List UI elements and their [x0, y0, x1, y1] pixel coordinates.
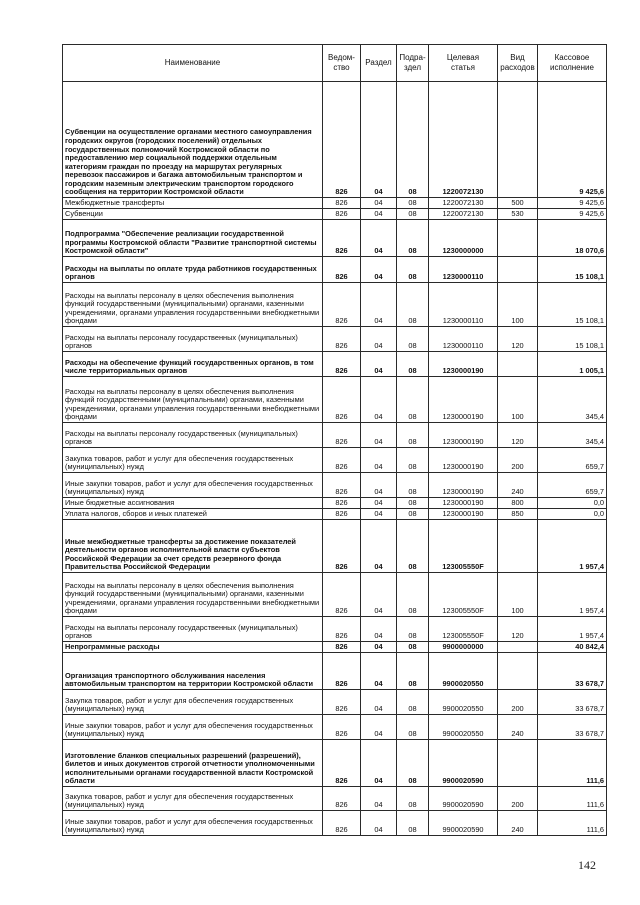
- table-row: [63, 220, 607, 257]
- cell-target: 9900020590: [429, 740, 498, 787]
- cell-target: 1230000190: [429, 352, 498, 377]
- header-target: Целевая статья: [429, 45, 498, 82]
- cell-target: 9900020590: [429, 787, 498, 811]
- cell-cash: 0,0: [538, 509, 607, 520]
- table-row: [63, 520, 607, 573]
- cell-subsection: 08: [397, 573, 429, 617]
- header-dept: Ведом- ство: [323, 45, 361, 82]
- cell-name: Субвенции: [63, 209, 323, 220]
- page-number: 142: [578, 858, 596, 872]
- cell-target: 1220072130: [429, 209, 498, 220]
- cell-target: 9900020590: [429, 811, 498, 836]
- cell-dept: 826: [323, 740, 361, 787]
- cell-type: 100: [498, 377, 538, 423]
- cell-name: Расходы на выплаты персоналу государственных (муниципальных) органов: [63, 423, 323, 448]
- cell-section: 04: [361, 811, 397, 836]
- cell-subsection: 08: [397, 423, 429, 448]
- cell-section: 04: [361, 283, 397, 327]
- cell-subsection: 08: [397, 509, 429, 520]
- cell-name: Иные закупки товаров, работ и услуг для обеспечения государственных (муниципальных) нужд: [63, 811, 323, 836]
- cell-name: Закупка товаров, работ и услуг для обеспечения государственных (муниципальных) нужд: [63, 787, 323, 811]
- cell-dept: 826: [323, 198, 361, 209]
- cell-dept: 826: [323, 257, 361, 283]
- cell-type: 200: [498, 690, 538, 715]
- cell-subsection: 08: [397, 327, 429, 352]
- cell-cash: 1 957,4: [538, 617, 607, 642]
- cell-cash: 9 425,6: [538, 82, 607, 198]
- cell-subsection: 08: [397, 82, 429, 198]
- table-row: [63, 787, 607, 811]
- cell-dept: 826: [323, 520, 361, 573]
- cell-subsection: 08: [397, 811, 429, 836]
- table-row: [63, 257, 607, 283]
- cell-name: Организация транспортного обслуживания населения автомобильным транспортом на территории Костромской области: [63, 653, 323, 690]
- cell-dept: 826: [323, 209, 361, 220]
- cell-dept: 826: [323, 690, 361, 715]
- cell-name: Закупка товаров, работ и услуг для обеспечения государственных (муниципальных) нужд: [63, 448, 323, 473]
- cell-name: Расходы на выплаты персоналу государственных (муниципальных) органов: [63, 327, 323, 352]
- cell-name: Субвенции на осуществление органами местного самоуправления городских округов (городских поселений) отдельных государственных полномочий Костромской области по предоставлению мер социальной поддержки отдельным категориям граждан по проезду на маршрутах регулярных перевозок пассажиров и багажа автомобильным транспортом и городским наземным электрическим транспортом городского сообщения на территории Костромской области: [63, 82, 323, 198]
- table-row: [63, 740, 607, 787]
- table-row: [63, 715, 607, 740]
- cell-cash: 111,6: [538, 811, 607, 836]
- cell-target: 1230000190: [429, 473, 498, 498]
- cell-target: 123005550F: [429, 520, 498, 573]
- cell-cash: 0,0: [538, 498, 607, 509]
- cell-subsection: 08: [397, 520, 429, 573]
- cell-type: [498, 352, 538, 377]
- cell-dept: 826: [323, 473, 361, 498]
- cell-section: 04: [361, 617, 397, 642]
- cell-name: Непрограммные расходы: [63, 642, 323, 653]
- cell-section: 04: [361, 573, 397, 617]
- cell-dept: 826: [323, 509, 361, 520]
- cell-dept: 826: [323, 498, 361, 509]
- cell-subsection: 08: [397, 642, 429, 653]
- cell-name: Иные межбюджетные трансферты за достижение показателей деятельности органов исполнительной власти субъектов Российской Федерации за счет средств резервного фонда Правительства Российской Федерации: [63, 520, 323, 573]
- cell-type: 200: [498, 448, 538, 473]
- cell-cash: 9 425,6: [538, 198, 607, 209]
- cell-name: Изготовление бланков специальных разрешений (разрешений), билетов и иных документов строгой отчетности уполномоченными исполнительными органами государственной власти Костромской области: [63, 740, 323, 787]
- table-row: [63, 82, 607, 198]
- table-row: [63, 509, 607, 520]
- budget-execution-table: [62, 44, 607, 836]
- cell-section: 04: [361, 352, 397, 377]
- cell-target: 123005550F: [429, 573, 498, 617]
- cell-subsection: 08: [397, 198, 429, 209]
- cell-section: 04: [361, 448, 397, 473]
- cell-section: 04: [361, 220, 397, 257]
- cell-dept: 826: [323, 787, 361, 811]
- cell-dept: 826: [323, 573, 361, 617]
- cell-section: 04: [361, 423, 397, 448]
- cell-type: 240: [498, 473, 538, 498]
- cell-cash: 33 678,7: [538, 690, 607, 715]
- cell-type: [498, 740, 538, 787]
- table-row: [63, 617, 607, 642]
- cell-cash: 1 957,4: [538, 573, 607, 617]
- cell-name: Уплата налогов, сборов и иных платежей: [63, 509, 323, 520]
- cell-type: 100: [498, 573, 538, 617]
- header-subsection: Подра- здел: [397, 45, 429, 82]
- table-row: [63, 811, 607, 836]
- cell-cash: 111,6: [538, 787, 607, 811]
- cell-section: 04: [361, 209, 397, 220]
- cell-cash: 111,6: [538, 740, 607, 787]
- cell-name: Расходы на выплаты персоналу в целях обеспечения выполнения функций государственными (муниципальными) органами, казенными учреждениями, органами управления государственными внебюджетными фондами: [63, 283, 323, 327]
- cell-type: [498, 82, 538, 198]
- header-section: Раздел: [361, 45, 397, 82]
- cell-dept: 826: [323, 220, 361, 257]
- cell-dept: 826: [323, 448, 361, 473]
- table-row: [63, 642, 607, 653]
- cell-subsection: 08: [397, 209, 429, 220]
- cell-target: 9900020550: [429, 653, 498, 690]
- cell-cash: 15 108,1: [538, 257, 607, 283]
- cell-type: 120: [498, 423, 538, 448]
- cell-cash: 345,4: [538, 423, 607, 448]
- cell-dept: 826: [323, 283, 361, 327]
- cell-name: Иные закупки товаров, работ и услуг для обеспечения государственных (муниципальных) нужд: [63, 715, 323, 740]
- cell-target: 1220072130: [429, 198, 498, 209]
- cell-cash: 9 425,6: [538, 209, 607, 220]
- cell-target: 1230000190: [429, 498, 498, 509]
- table-row: [63, 690, 607, 715]
- table-row: [63, 573, 607, 617]
- table-row: [63, 283, 607, 327]
- cell-target: 1230000190: [429, 448, 498, 473]
- cell-section: 04: [361, 82, 397, 198]
- cell-cash: 33 678,7: [538, 653, 607, 690]
- cell-type: [498, 642, 538, 653]
- cell-cash: 33 678,7: [538, 715, 607, 740]
- cell-type: 200: [498, 787, 538, 811]
- cell-cash: 1 005,1: [538, 352, 607, 377]
- cell-target: 1230000110: [429, 257, 498, 283]
- cell-subsection: 08: [397, 220, 429, 257]
- cell-section: 04: [361, 520, 397, 573]
- table-row: [63, 327, 607, 352]
- table-row: [63, 448, 607, 473]
- table-row: [63, 198, 607, 209]
- cell-name: Расходы на выплаты персоналу в целях обеспечения выполнения функций государственными (муниципальными) органами, казенными учреждениями, органами управления государственными внебюджетными фондами: [63, 573, 323, 617]
- cell-type: 240: [498, 811, 538, 836]
- cell-section: 04: [361, 715, 397, 740]
- cell-target: 9900020550: [429, 715, 498, 740]
- cell-subsection: 08: [397, 787, 429, 811]
- cell-dept: 826: [323, 617, 361, 642]
- cell-section: 04: [361, 327, 397, 352]
- header-type: Вид расходов: [498, 45, 538, 82]
- cell-dept: 826: [323, 377, 361, 423]
- cell-dept: 826: [323, 423, 361, 448]
- cell-section: 04: [361, 473, 397, 498]
- cell-section: 04: [361, 690, 397, 715]
- table-row: [63, 423, 607, 448]
- cell-subsection: 08: [397, 473, 429, 498]
- cell-target: 9900000000: [429, 642, 498, 653]
- table-row: [63, 209, 607, 220]
- table-row: [63, 498, 607, 509]
- cell-type: 850: [498, 509, 538, 520]
- cell-type: 120: [498, 617, 538, 642]
- cell-section: 04: [361, 642, 397, 653]
- cell-subsection: 08: [397, 715, 429, 740]
- cell-target: 1230000000: [429, 220, 498, 257]
- cell-target: 1230000190: [429, 509, 498, 520]
- cell-type: 120: [498, 327, 538, 352]
- cell-dept: 826: [323, 82, 361, 198]
- cell-section: 04: [361, 653, 397, 690]
- cell-type: 500: [498, 198, 538, 209]
- cell-name: Подпрограмма "Обеспечение реализации государственной программы Костромской области "Развитие транспортной системы Костромской области": [63, 220, 323, 257]
- header-name: Наименование: [63, 45, 323, 82]
- cell-subsection: 08: [397, 352, 429, 377]
- table-row: [63, 377, 607, 423]
- cell-type: [498, 653, 538, 690]
- cell-type: [498, 257, 538, 283]
- cell-type: 530: [498, 209, 538, 220]
- cell-type: [498, 220, 538, 257]
- table-body: [63, 82, 607, 836]
- cell-dept: 826: [323, 811, 361, 836]
- cell-section: 04: [361, 377, 397, 423]
- cell-cash: 15 108,1: [538, 327, 607, 352]
- cell-subsection: 08: [397, 257, 429, 283]
- cell-name: Иные закупки товаров, работ и услуг для обеспечения государственных (муниципальных) нужд: [63, 473, 323, 498]
- cell-target: 1220072130: [429, 82, 498, 198]
- cell-section: 04: [361, 740, 397, 787]
- cell-type: 800: [498, 498, 538, 509]
- cell-section: 04: [361, 198, 397, 209]
- table-row: [63, 352, 607, 377]
- header-cash: Кассовое исполнение: [538, 45, 607, 82]
- cell-cash: 40 842,4: [538, 642, 607, 653]
- cell-cash: 659,7: [538, 473, 607, 498]
- table-row: [63, 473, 607, 498]
- cell-type: [498, 520, 538, 573]
- cell-section: 04: [361, 257, 397, 283]
- cell-name: Расходы на выплаты персоналу в целях обеспечения выполнения функций государственными (муниципальными) органами, казенными учреждениями, органами управления государственными внебюджетными фондами: [63, 377, 323, 423]
- cell-section: 04: [361, 498, 397, 509]
- cell-name: Расходы на обеспечение функций государственных органов, в том числе территориальных органов: [63, 352, 323, 377]
- table-row: [63, 653, 607, 690]
- cell-name: Закупка товаров, работ и услуг для обеспечения государственных (муниципальных) нужд: [63, 690, 323, 715]
- cell-dept: 826: [323, 653, 361, 690]
- cell-type: 100: [498, 283, 538, 327]
- cell-type: 240: [498, 715, 538, 740]
- cell-cash: 345,4: [538, 377, 607, 423]
- cell-target: 1230000190: [429, 423, 498, 448]
- cell-name: Расходы на выплаты по оплате труда работников государственных органов: [63, 257, 323, 283]
- cell-target: 123005550F: [429, 617, 498, 642]
- cell-dept: 826: [323, 327, 361, 352]
- cell-subsection: 08: [397, 740, 429, 787]
- cell-target: 1230000190: [429, 377, 498, 423]
- cell-target: 9900020550: [429, 690, 498, 715]
- cell-dept: 826: [323, 352, 361, 377]
- cell-section: 04: [361, 787, 397, 811]
- cell-name: Расходы на выплаты персоналу государственных (муниципальных) органов: [63, 617, 323, 642]
- cell-cash: 1 957,4: [538, 520, 607, 573]
- cell-subsection: 08: [397, 377, 429, 423]
- table-header: [63, 45, 607, 82]
- cell-name: Межбюджетные трансферты: [63, 198, 323, 209]
- cell-subsection: 08: [397, 283, 429, 327]
- cell-subsection: 08: [397, 617, 429, 642]
- cell-target: 1230000110: [429, 283, 498, 327]
- cell-subsection: 08: [397, 690, 429, 715]
- cell-dept: 826: [323, 642, 361, 653]
- cell-target: 1230000110: [429, 327, 498, 352]
- cell-subsection: 08: [397, 498, 429, 509]
- cell-dept: 826: [323, 715, 361, 740]
- cell-subsection: 08: [397, 448, 429, 473]
- cell-cash: 18 070,6: [538, 220, 607, 257]
- cell-section: 04: [361, 509, 397, 520]
- cell-name: Иные бюджетные ассигнования: [63, 498, 323, 509]
- cell-cash: 15 108,1: [538, 283, 607, 327]
- cell-cash: 659,7: [538, 448, 607, 473]
- cell-subsection: 08: [397, 653, 429, 690]
